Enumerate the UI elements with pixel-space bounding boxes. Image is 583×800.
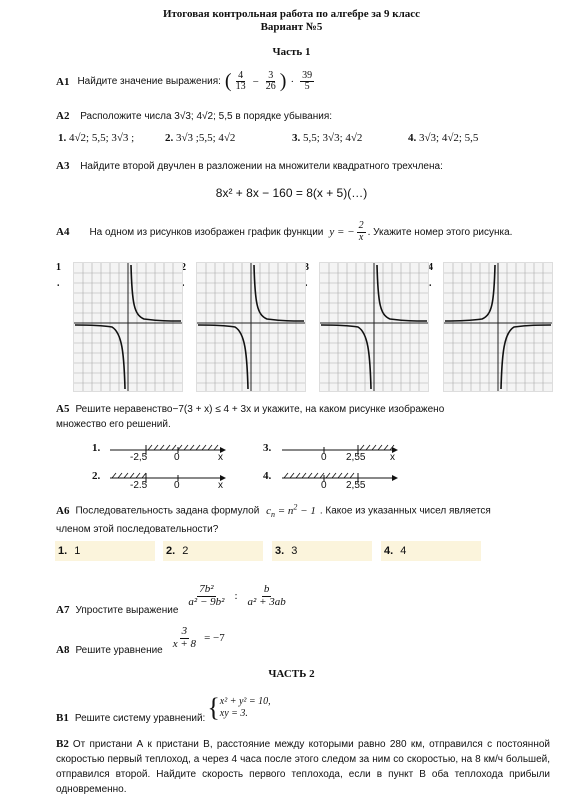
graph-4[interactable] bbox=[443, 262, 553, 392]
fraction-3-26: $\frac{3}{26}$ bbox=[265, 69, 276, 92]
a4-function-lhs: y = − bbox=[329, 226, 355, 238]
numline-3-label: 3. bbox=[263, 442, 272, 454]
task-a8-text: Решите уравнение bbox=[75, 645, 163, 656]
graph-1[interactable] bbox=[73, 262, 183, 392]
graph-4-axes bbox=[444, 263, 552, 391]
fraction-39-5: $\frac{39}{5}$ bbox=[302, 69, 313, 92]
numline-4-label: 4. bbox=[263, 470, 272, 482]
graph-2-axes bbox=[197, 263, 305, 391]
a2-option-3[interactable]: 3. 5,5; 3√3; 4√2 bbox=[292, 132, 363, 144]
a8-rhs: = −7 bbox=[204, 632, 225, 644]
a6-option-4[interactable]: 4. 4 bbox=[384, 545, 407, 557]
task-a3 bbox=[56, 160, 443, 172]
task-b2-text: От пристани А к пристани В, расстояние между которыми равно 280 км, отправился с постоянной скоростью первый теплоход, а через 4 часа после этого следом за ним со скоростью, на 8 км/ч большей, отправился второй. Найдите скорость первого теплохода, если в пункт В оба теплохода прибыли одновременно. bbox=[56, 739, 550, 795]
task-a2-text: Расположите числа 3√3; 4√2; 5,5 в порядке убывания: bbox=[80, 111, 333, 122]
numline-1-label: 1. bbox=[92, 442, 101, 454]
task-a2-number: А2 bbox=[56, 110, 70, 122]
graph-4-curve-right bbox=[501, 325, 551, 389]
a7-fraction-2: $\frac{b}{\text{a² + 3ab}}$ bbox=[247, 582, 286, 608]
numline-2[interactable] bbox=[108, 471, 228, 495]
task-a4 bbox=[56, 221, 512, 243]
task-a6-text-before: Последовательность задана формулой bbox=[75, 505, 260, 517]
paren-close: ) bbox=[279, 70, 287, 92]
numline-3-axis-x: x bbox=[390, 452, 395, 463]
numline-2-axis-x: x bbox=[218, 480, 223, 491]
part1-title: Часть 1 bbox=[272, 46, 311, 58]
graph-dot-1: . bbox=[57, 278, 60, 289]
a7-fraction-1: $\frac{\text{7b²}}{\text{a² − 9b²}}$ bbox=[188, 582, 225, 608]
a6-option-3[interactable]: 3. 3 bbox=[275, 545, 298, 557]
graph-1-axes bbox=[74, 263, 182, 391]
b1-equation-1: x² + y² = 10, bbox=[219, 696, 271, 707]
graph-label-3: 3 bbox=[304, 262, 309, 273]
graph-label-2: 2 bbox=[181, 262, 186, 273]
paren-open: ( bbox=[224, 70, 232, 92]
task-a5 bbox=[56, 402, 496, 432]
a2-option-4[interactable]: 4. 3√3; 4√2; 5,5 bbox=[408, 132, 479, 144]
graph-3[interactable] bbox=[319, 262, 429, 392]
task-a1 bbox=[56, 70, 316, 93]
numline-3-tick-b: 2,55 bbox=[346, 452, 366, 463]
a2-option-2[interactable]: 2. 3√3 ;5,5; 4√2 bbox=[165, 132, 236, 144]
numline-1[interactable] bbox=[108, 443, 228, 467]
a6-formula: $c_n = n^2 - 1$ bbox=[266, 502, 316, 519]
task-b2-number: В2 bbox=[56, 738, 69, 750]
task-a3-number: А3 bbox=[56, 160, 70, 172]
task-a8 bbox=[56, 620, 225, 656]
task-a6-text-after: . Какое из указанных чисел является членом этой последовательности? bbox=[56, 505, 491, 535]
task-a3-text: Найдите второй двучлен в разложении на множители квадратного трехчлена: bbox=[80, 161, 443, 172]
task-a4-text-after: . Укажите номер этого рисунка. bbox=[367, 226, 513, 238]
task-b2 bbox=[56, 737, 550, 797]
numline-3[interactable] bbox=[280, 443, 400, 467]
graph-2-curve-left bbox=[198, 325, 248, 389]
task-a2 bbox=[56, 110, 332, 122]
task-a7-number: А7 bbox=[56, 604, 70, 616]
numline-1-tick-a: -2,5 bbox=[130, 452, 148, 463]
graph-1-curve-left bbox=[75, 325, 125, 389]
graph-3-axes bbox=[320, 263, 428, 391]
a7-colon: : bbox=[234, 590, 238, 602]
numline-2-tick-zero: 0 bbox=[174, 480, 180, 491]
minus-sign: − bbox=[252, 75, 259, 88]
task-a5-text: Решите неравенство−7(3 + x) ≤ 4 + 3x и укажите, на каком рисунке изображено множество его решений. bbox=[56, 404, 445, 430]
task-a1-text: Найдите значение выражения: bbox=[77, 76, 221, 87]
doc-title: Итоговая контрольная работа по алгебре за 9 класс bbox=[162, 8, 421, 20]
a6-option-2[interactable]: 2. 2 bbox=[166, 545, 189, 557]
task-a5-number: А5 bbox=[56, 403, 70, 415]
b1-equation-2: xy = 3. bbox=[219, 708, 248, 719]
task-a6 bbox=[56, 500, 526, 537]
a2-option-1[interactable]: 1. 4√2; 5,5; 3√3 ; bbox=[58, 132, 135, 144]
numline-2-tick-a: -2.5 bbox=[130, 480, 148, 491]
task-b1-text: Решите систему уравнений: bbox=[74, 713, 206, 724]
task-b1 bbox=[56, 692, 271, 724]
numline-4[interactable] bbox=[280, 471, 400, 495]
graph-label-1: 1 bbox=[56, 262, 61, 273]
graph-label-4: 4 bbox=[428, 262, 433, 273]
numline-3-tick-zero: 0 bbox=[321, 452, 327, 463]
numline-4-tick-b: 2,55 bbox=[346, 480, 366, 491]
variant-title: Вариант №5 bbox=[260, 21, 323, 33]
graph-dot-4: . bbox=[429, 278, 432, 289]
numline-1-axis-x: x bbox=[218, 452, 223, 463]
graph-dot-2: . bbox=[182, 278, 185, 289]
task-a4-text: На одном из рисунков изображен график функции bbox=[89, 226, 324, 238]
task-a1-number: А1 bbox=[56, 75, 70, 88]
task-a8-number: А8 bbox=[56, 644, 70, 656]
a6-option-1[interactable]: 1. 1 bbox=[58, 545, 81, 557]
system-brace: { bbox=[207, 693, 220, 722]
task-a7-text: Упростите выражение bbox=[75, 605, 179, 616]
graph-2[interactable] bbox=[196, 262, 306, 392]
numline-2-label: 2. bbox=[92, 470, 101, 482]
graph-3-curve-left bbox=[321, 325, 371, 389]
task-a6-number: А6 bbox=[56, 504, 70, 517]
numline-4-tick-zero: 0 bbox=[321, 480, 327, 491]
fraction-4-13: $\frac{4}{13}$ bbox=[235, 69, 246, 92]
graph-dot-3: . bbox=[305, 278, 308, 289]
a3-equation: 8x² + 8x − 160 = 8(x + 5)(…) bbox=[215, 186, 368, 200]
task-b1-number: В1 bbox=[56, 712, 69, 724]
a8-fraction: $\frac{3}{x + 8}$ bbox=[172, 624, 197, 650]
task-a4-number: А4 bbox=[56, 226, 70, 238]
task-a7 bbox=[56, 576, 290, 616]
b1-system bbox=[220, 696, 271, 720]
numline-1-tick-zero: 0 bbox=[174, 452, 180, 463]
part2-title: ЧАСТЬ 2 bbox=[268, 668, 315, 680]
dot-sign: · bbox=[290, 75, 295, 88]
a4-function-fraction: $\frac{2}{x}$ bbox=[358, 220, 364, 243]
